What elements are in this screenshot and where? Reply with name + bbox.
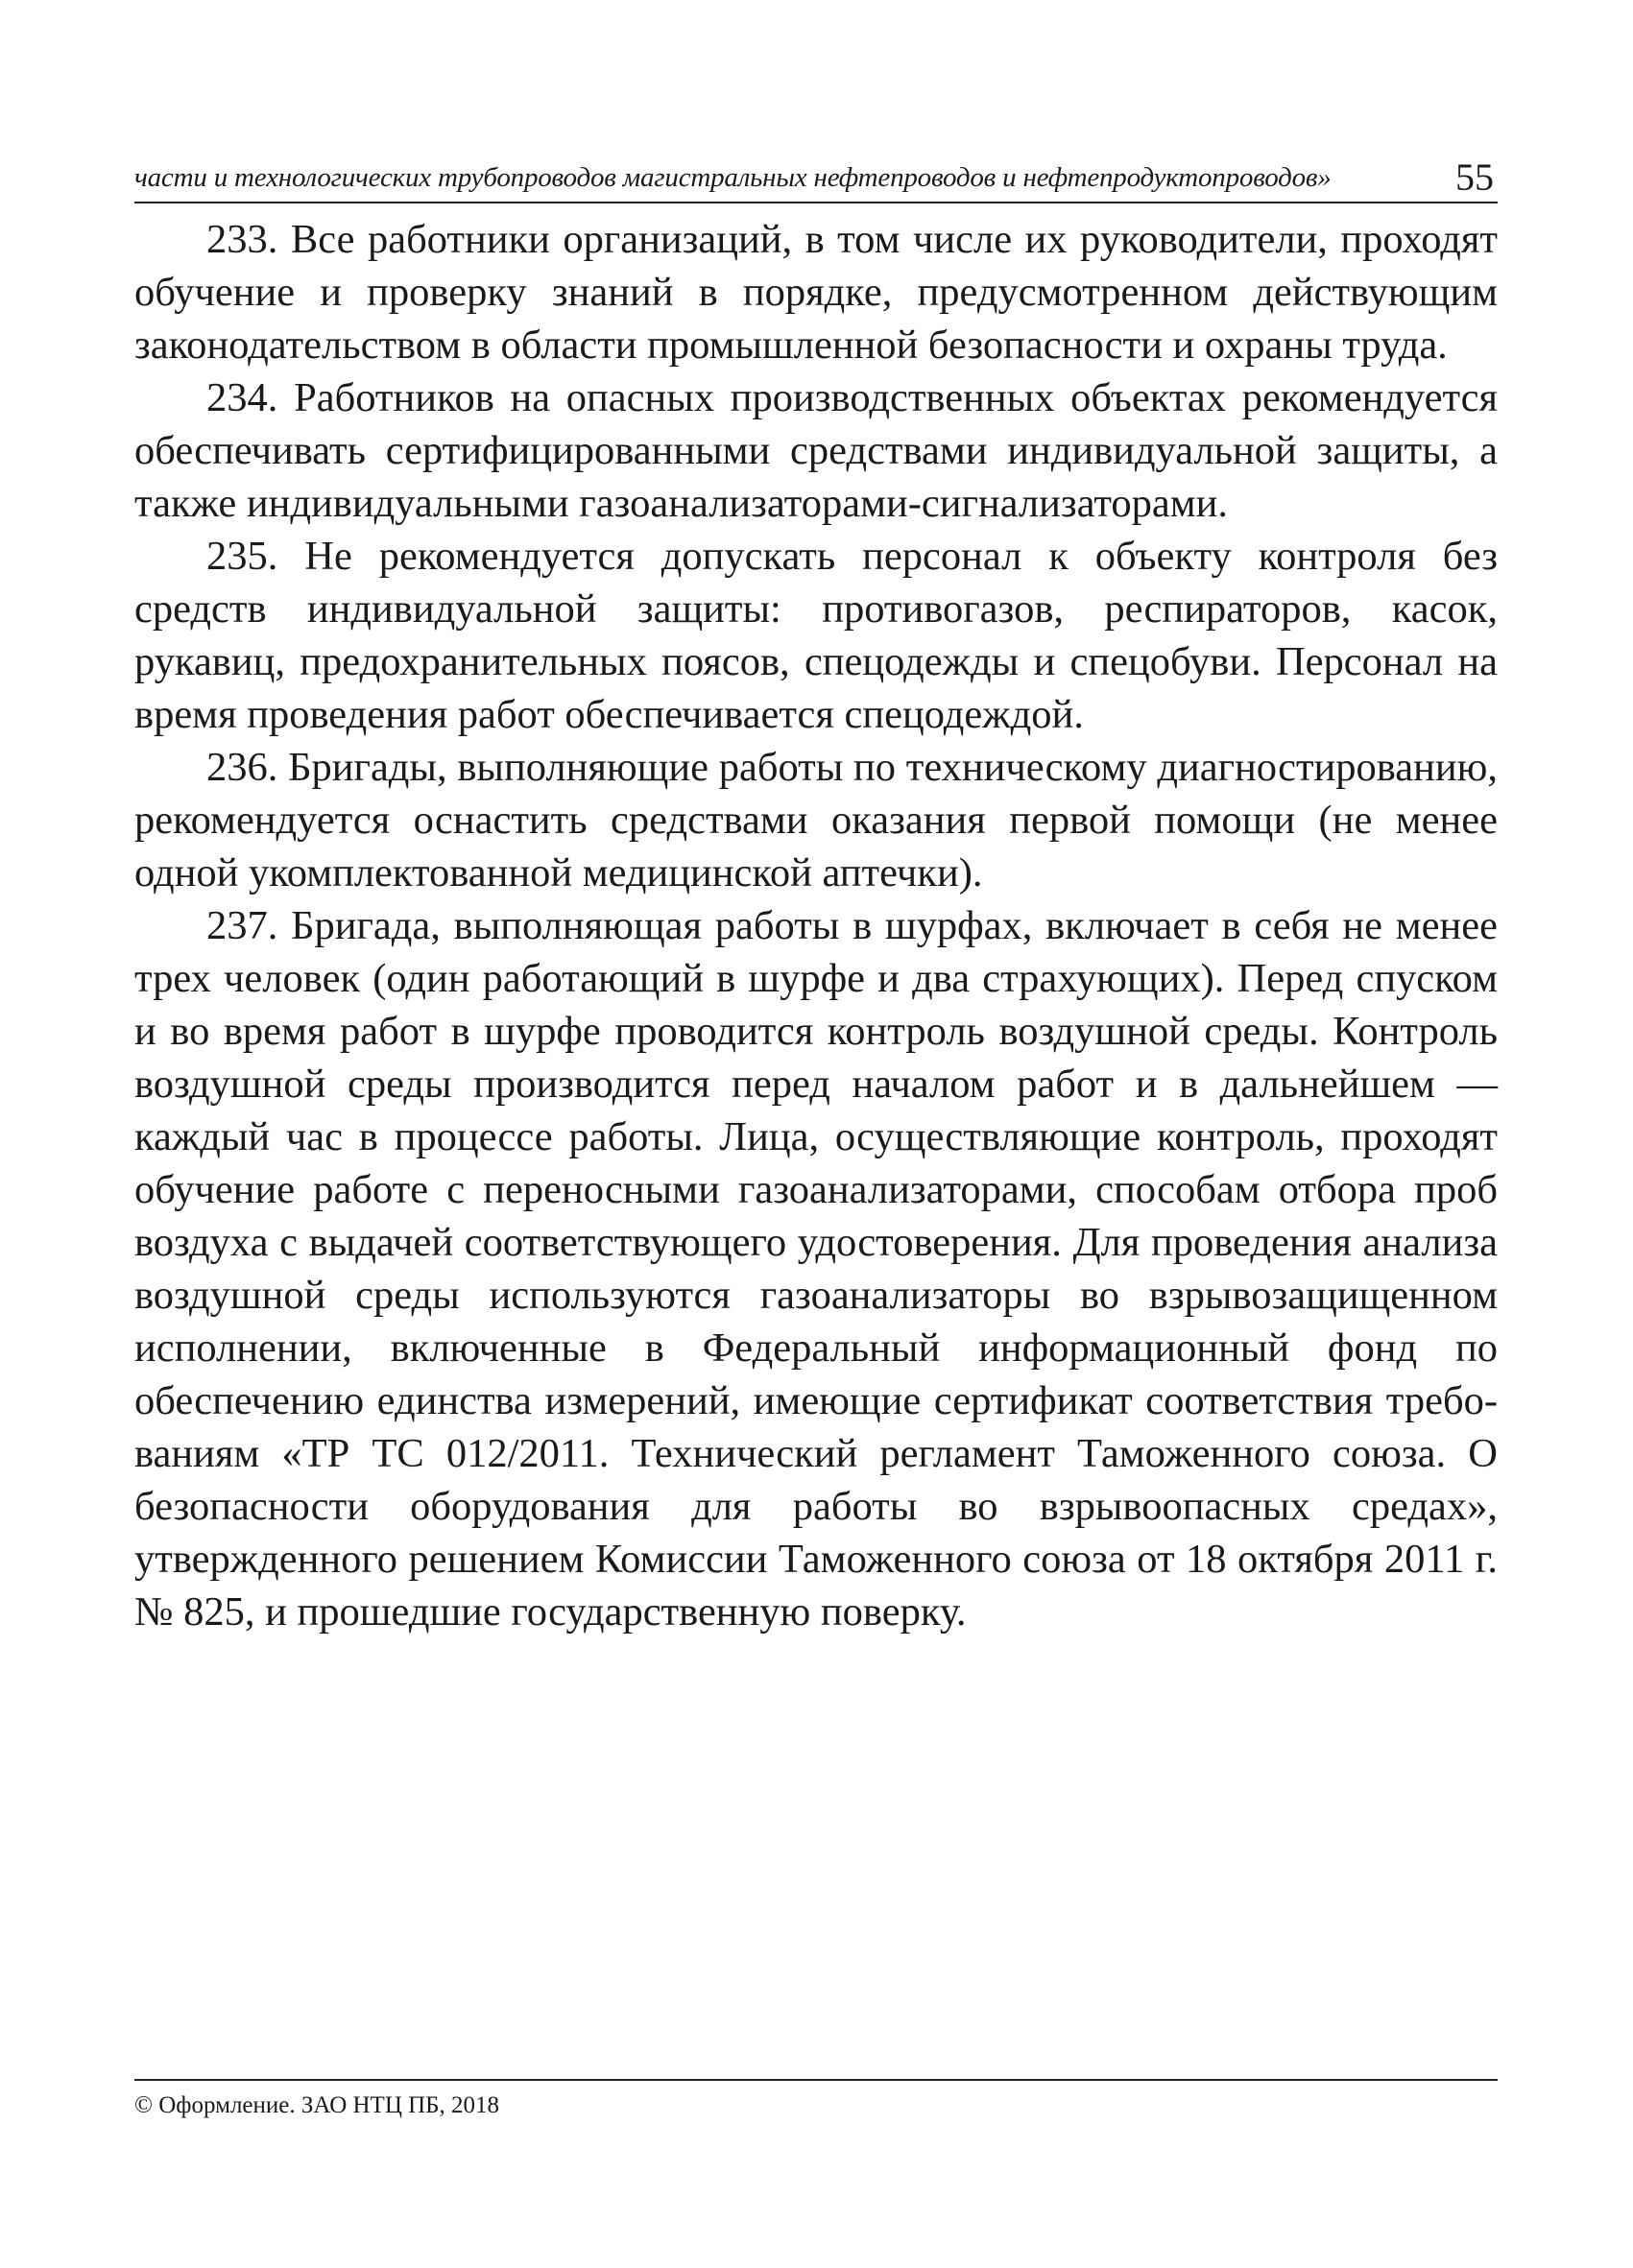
page-number: 55: [1455, 155, 1494, 199]
paragraph-236: 236. Бригады, выполняющие работы по техническому диагностированию, рекомендуется оснастить средствами оказания первой помощи (не менее одной укомплектованной медицинской аптечки).: [134, 745, 1498, 895]
copyright-notice: © Оформление. ЗАО НТЦ ПБ, 2018: [134, 2092, 500, 2118]
page-footer: [134, 2079, 1498, 2118]
document-body: [134, 213, 1498, 1638]
paragraph-237: 237. Бригада, выполняющая работы в шурфах, включает в себя не менее трех человек (один работающий в шурфе и два страхующих). Перед спуском и во время работ в шурфе проводится контроль воздушной среды. Контроль воздушной среды производится перед началом работ и в дальнейшем — каждый час в процессе работы. Лица, осуществляющие контроль, проходят обучение работе с переносными газоанализаторами, способам отбора проб воздуха с выдачей соответствующего удостоверения. Для проведения анализа воздушной среды используются газоанализаторы во взрывозащищенном исполнении, включенные в Федеральный информационный фонд по обеспечению единства измерений, имеющие сертификат соответствия требованиям «ТР ТС 012/2011. Технический регламент Таможенного союза. О безопасности оборудования для работы во взрывоопасных средах», утвержденного решением Комиссии Таможенного союза от 18 октября 2011 г. № 825, и прошедшие государственную поверку.: [134, 903, 1498, 1635]
paragraph-235: 235. Не рекомендуется допускать персонал к объекту контроля без средств индивидуальной защиты: противогазов, респираторов, касок, рукавиц, предохранительных поясов, спецодежды и спецобуви. Персонал на время проведения работ обеспечивается спецодеждой.: [134, 534, 1498, 737]
paragraph-234: 234. Работников на опасных производственных объектах рекомендуется обеспечивать сертифицированными средствами индивидуальной защиты, а также индивидуальными газоанализаторами-сигнализаторами.: [134, 375, 1498, 526]
paragraph-233: 233. Все работники организаций, в том числе их руководители, проходят обучение и проверку знаний в порядке, предусмотренном действующим законодательством в области промышленной безопасности и охраны труда.: [134, 217, 1498, 368]
running-title: части и технологических трубопроводов магистральных нефтепроводов и нефтепродуктопроводов»: [134, 162, 1332, 193]
page-header: [134, 144, 1498, 203]
